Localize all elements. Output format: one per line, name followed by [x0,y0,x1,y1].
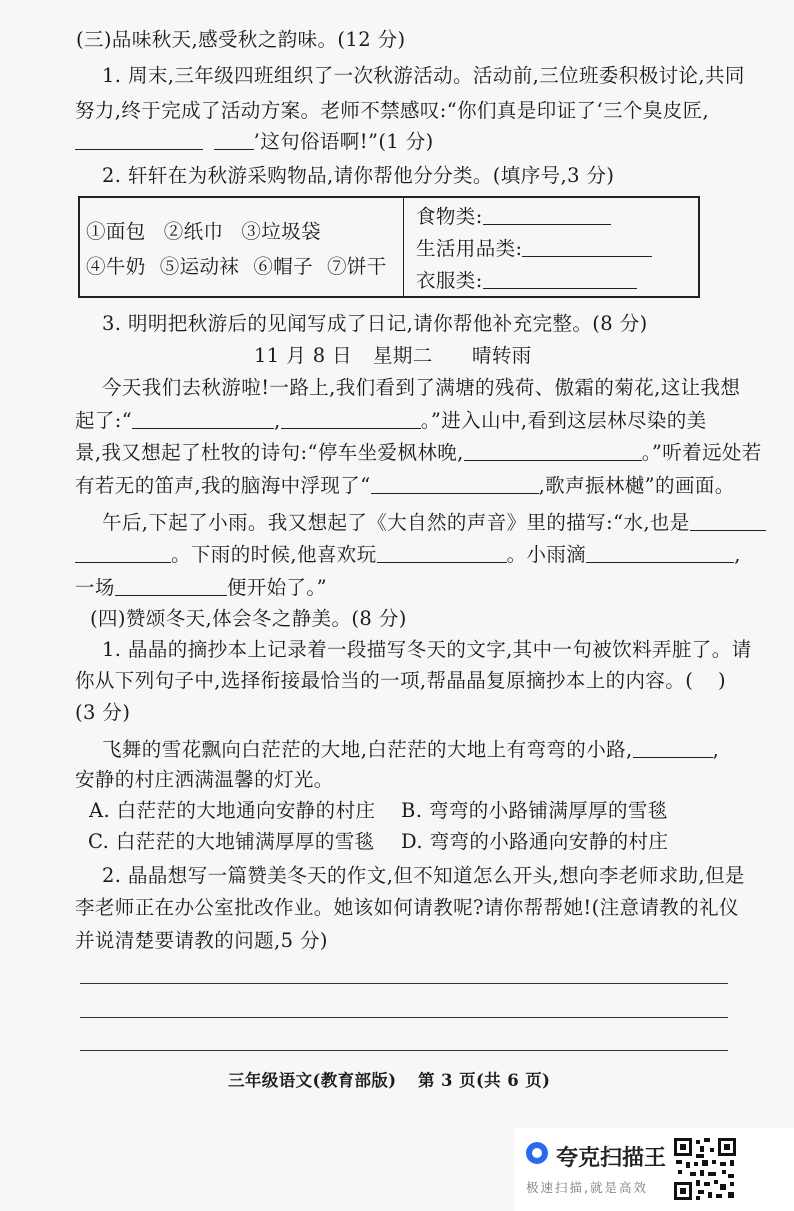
answer-blank[interactable] [132,410,274,429]
text: , [712,738,720,761]
writing-line[interactable] [80,1050,728,1051]
q1-line3-text: ’这句俗语啊!”(1 分) [253,130,434,153]
s4-q1-close-paren: ) [718,669,727,692]
s4-q2-line1: 2. 晶晶想写一篇赞美冬天的作文,但不知道怎么开头,想向李老师求助,但是 [102,864,745,887]
diary-p2-line3 [75,577,327,598]
category-food [416,206,611,227]
item: ⑦饼干 [327,255,387,278]
answer-blank[interactable] [586,544,734,563]
s4-q1-line1: 1. 晶晶的摘抄本上记录着一段描写冬天的文字,其中一句被饮料弄脏了。请 [102,638,752,661]
answer-blank[interactable] [377,544,507,563]
diary-date: 11 月 8 日 [254,344,353,367]
diary-weekday: 星期二 [373,344,433,367]
passage-line2: 安静的村庄洒满温馨的灯光。 [75,768,334,791]
section3-heading: (三)品味秋天,感受秋之韵味。(12 分) [76,28,406,51]
item: ④牛奶 [86,255,146,278]
answer-blank[interactable] [281,410,421,429]
footer-page: 第 3 页(共 6 页) [418,1071,551,1090]
option-b[interactable]: B. 弯弯的小路铺满厚厚的雪毯 [401,799,668,822]
items-row2 [86,257,387,277]
item: ③垃圾袋 [241,220,322,243]
q1-line2: 努力,终于完成了活动方案。老师不禁感叹:“你们真是印证了‘三个臭皮匠, [75,99,710,122]
q1-line3 [75,131,434,152]
answer-blank[interactable] [483,270,637,289]
diary-p1-line4 [75,475,735,496]
passage-line1 [102,739,719,760]
diary-p1-line3 [75,442,762,463]
s4-q1-line2: 你从下列句子中,选择衔接最恰当的一项,帮晶晶复原摘抄本上的内容。( [75,669,694,692]
category-daily [416,238,652,259]
text: 起了:“ [75,409,133,432]
text: 。下雨的时候,他喜欢玩 [171,543,377,566]
item: ⑥帽子 [253,255,314,278]
item: ⑤运动袜 [159,255,240,278]
answer-blank[interactable] [690,512,766,531]
option-d[interactable]: D. 弯弯的小路通向安静的村庄 [401,830,669,853]
q1-line1: 1. 周末,三年级四班组织了一次秋游活动。活动前,三位班委积极讨论,共同 [102,64,745,87]
q2-prompt: 2. 轩轩在为秋游采购物品,请你帮他分分类。(填序号,3 分) [102,164,615,187]
option-a[interactable]: A. 白茫茫的大地通向安静的村庄 [89,799,376,822]
diary-p2-line1 [102,512,766,533]
qr-code-icon [672,1136,738,1202]
writing-line[interactable] [80,983,728,984]
answer-blank[interactable] [483,206,611,225]
option-c[interactable]: C. 白茫茫的大地铺满厚厚的雪毯 [88,830,375,853]
category-label: 食物类: [416,205,483,228]
text: 一场 [75,576,115,599]
category-label: 生活用品类: [416,237,523,260]
diary-p2-line2 [75,544,741,565]
text: 。”进入山中,看到这层林尽染的美 [420,409,707,432]
answer-blank[interactable] [464,442,642,461]
answer-blank[interactable] [371,475,539,494]
items-row1 [86,222,321,242]
s4-q2-line3: 并说清楚要请教的问题,5 分) [75,929,328,952]
text: ,歌声振林樾”的画面。 [538,474,735,497]
answer-blank[interactable] [75,131,203,150]
text: 景,我又想起了杜牧的诗句:“停车坐爱枫林晚, [75,441,464,464]
quark-logo-icon [526,1142,548,1164]
answer-blank[interactable] [633,739,713,758]
answer-blank[interactable] [115,577,227,596]
diary-p1-line1: 今天我们去秋游啦!一路上,我们看到了满塘的残荷、傲霜的菊花,这让我想 [102,376,741,399]
item: ②纸巾 [163,220,224,243]
s4-q2-line2: 李老师正在办公室批改作业。她该如何请教呢?请你帮帮她!(注意请教的礼仪 [75,896,739,919]
q3-prompt: 3. 明明把秋游后的见闻写成了日记,请你帮他补充完整。(8 分) [102,312,648,335]
text: 午后,下起了小雨。我又想起了《大自然的声音》里的描写:“水,也是 [102,511,690,534]
brand-tagline: 极速扫描,就是高效 [526,1180,648,1195]
diary-p1-line2 [75,410,707,431]
answer-blank[interactable] [214,131,254,150]
text: , [734,543,741,566]
category-label: 衣服类: [416,269,483,292]
text: 飞舞的雪花飘向白茫茫的大地,白茫茫的大地上有弯弯的小路, [102,738,633,761]
table-divider [403,198,404,296]
text: , [274,409,281,432]
section4-heading: (四)赞颂冬天,体会冬之静美。(8 分) [90,607,407,630]
writing-line[interactable] [80,1017,728,1018]
diary-weather: 晴转雨 [472,344,532,367]
scanner-watermark [514,1128,794,1211]
text: 有若无的笛声,我的脑海中浮现了“ [75,474,371,497]
text: 便开始了。” [226,576,327,599]
brand-name: 夸克扫描王 [556,1146,667,1171]
answer-blank[interactable] [522,238,652,257]
text: 。小雨滴 [506,543,587,566]
s4-q1-score: (3 分) [75,701,131,724]
footer-subject: 三年级语文(教育部版) [228,1071,397,1090]
category-clothes [416,270,637,291]
item: ①面包 [86,220,146,243]
text: 。”听着远处若 [641,441,762,464]
answer-blank[interactable] [75,544,171,563]
